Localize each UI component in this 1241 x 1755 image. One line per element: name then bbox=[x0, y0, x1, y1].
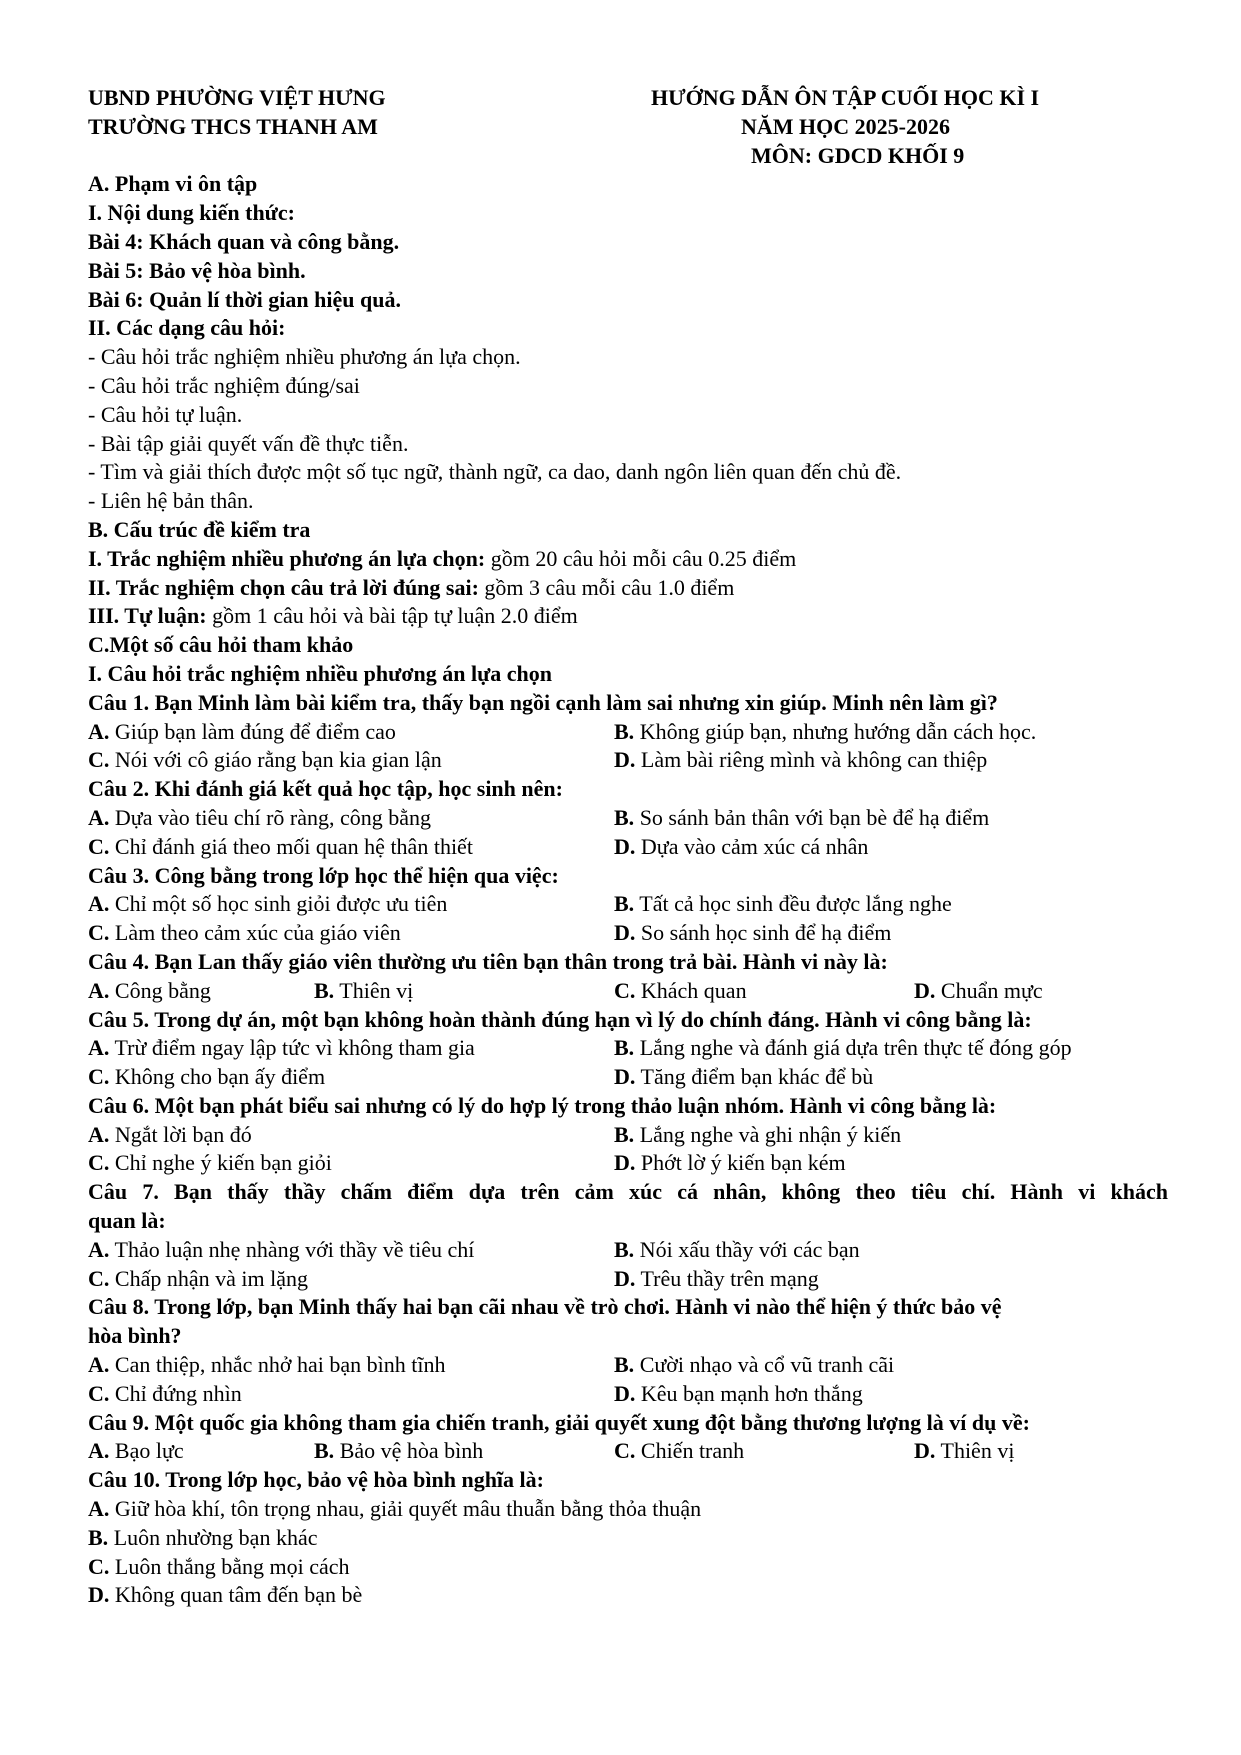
options-row bbox=[88, 718, 1168, 747]
ward-name: UBND PHƯỜNG VIỆT HƯNG bbox=[88, 85, 386, 110]
lesson-item: Bài 5: Bảo vệ hòa bình. bbox=[88, 257, 306, 283]
option-b: B. Cười nhạo và cổ vũ tranh cãi bbox=[614, 1352, 895, 1378]
option-d: D. Không quan tâm đến bạn bè bbox=[88, 1582, 363, 1608]
question-8: Câu 8. Trong lớp, bạn Minh thấy hai bạn cãi nhau về trò chơi. Hành vi nào thể hiện ý thức bảo vệ bbox=[88, 1294, 1002, 1320]
structure-part bbox=[88, 545, 1168, 574]
option-b: B. Tất cả học sinh đều được lắng nghe bbox=[614, 891, 952, 917]
options-row bbox=[88, 1063, 1168, 1092]
lesson-item: Bài 4: Khách quan và công bằng. bbox=[88, 228, 400, 254]
question-1: Câu 1. Bạn Minh làm bài kiểm tra, thấy bạn ngồi cạnh làm sai nhưng xin giúp. Minh nên làm gì? bbox=[88, 689, 998, 715]
option-c: C. Chiến tranh bbox=[614, 1438, 745, 1464]
option-d: D. Dựa vào cảm xúc cá nhân bbox=[614, 833, 869, 859]
structure-part bbox=[88, 574, 1168, 603]
structure-part-text: gồm 20 câu hỏi mỗi câu 0.25 điểm bbox=[485, 545, 797, 571]
question-type-item: - Câu hỏi tự luận. bbox=[88, 401, 243, 427]
option-c: C. Chỉ đánh giá theo mối quan hệ thân thiết bbox=[88, 833, 473, 859]
structure-part-text: gồm 3 câu mỗi câu 1.0 điểm bbox=[478, 574, 735, 600]
structure-part bbox=[88, 602, 1168, 631]
option-b: B. Luôn nhường bạn khác bbox=[88, 1524, 318, 1550]
option-a: A. Giúp bạn làm đúng để điểm cao bbox=[88, 718, 396, 744]
document-header bbox=[88, 84, 1168, 170]
question-2: Câu 2. Khi đánh giá kết quả học tập, học sinh nên: bbox=[88, 776, 563, 802]
options-row bbox=[88, 890, 1168, 919]
doc-title: HƯỚNG DẪN ÔN TẬP CUỐI HỌC KÌ I bbox=[651, 85, 1040, 110]
option-c: C. Không cho bạn ấy điểm bbox=[88, 1064, 326, 1090]
question-6: Câu 6. Một bạn phát biểu sai nhưng có lý do hợp lý trong thảo luận nhóm. Hành vi công bằng là: bbox=[88, 1092, 997, 1118]
option-c: C. Chỉ đứng nhìn bbox=[88, 1380, 242, 1406]
option-b: B. Lắng nghe và đánh giá dựa trên thực tế đóng góp bbox=[614, 1035, 1072, 1061]
option-b: B. Bảo vệ hòa bình bbox=[314, 1438, 484, 1464]
option-d: D. So sánh học sinh để hạ điểm bbox=[614, 920, 892, 946]
option-c: C. Chỉ nghe ý kiến bạn giỏi bbox=[88, 1150, 332, 1176]
school-name: TRƯỜNG THCS THANH AM bbox=[88, 113, 378, 139]
option-a: A. Chỉ một số học sinh giỏi được ưu tiên bbox=[88, 891, 448, 917]
option-d: D. Trêu thầy trên mạng bbox=[614, 1265, 819, 1291]
option-a: A. Giữ hòa khí, tôn trọng nhau, giải quyết mâu thuẫn bằng thỏa thuận bbox=[88, 1496, 702, 1522]
question-type-item: - Bài tập giải quyết vấn đề thực tiễn. bbox=[88, 430, 409, 456]
option-b: B. Nói xấu thầy với các bạn bbox=[614, 1236, 860, 1262]
option-c: C. Chấp nhận và im lặng bbox=[88, 1265, 308, 1291]
option-b: B. Không giúp bạn, nhưng hướng dẫn cách học. bbox=[614, 718, 1037, 744]
option-d: D. Làm bài riêng mình và không can thiệp bbox=[614, 747, 988, 773]
option-a: A. Dựa vào tiêu chí rõ ràng, công bằng bbox=[88, 804, 432, 830]
structure-part-label: I. Trắc nghiệm nhiều phương án lựa chọn: bbox=[88, 545, 486, 571]
option-a: A. Ngắt lời bạn đó bbox=[88, 1121, 252, 1147]
question-type-item: - Câu hỏi trắc nghiệm đúng/sai bbox=[88, 372, 360, 398]
school-year: NĂM HỌC 2025-2026 bbox=[741, 113, 950, 139]
options-row bbox=[88, 1236, 1168, 1265]
option-d: D. Kêu bạn mạnh hơn thắng bbox=[614, 1380, 863, 1406]
options-row bbox=[88, 833, 1168, 862]
subject: MÔN: GDCD KHỐI 9 bbox=[751, 142, 965, 168]
section-a-title: A. Phạm vi ôn tập bbox=[88, 171, 258, 197]
question-types-heading: II. Các dạng câu hỏi: bbox=[88, 315, 286, 341]
question-3: Câu 3. Công bằng trong lớp học thể hiện qua việc: bbox=[88, 862, 559, 888]
option-c: C. Nói với cô giáo rằng bạn kia gian lận bbox=[88, 747, 442, 773]
options-row bbox=[88, 1149, 1168, 1178]
option-d: D. Phớt lờ ý kiến bạn kém bbox=[614, 1150, 846, 1176]
option-b: B. Thiên vị bbox=[314, 977, 414, 1003]
options-row bbox=[88, 977, 1168, 1006]
option-b: B. So sánh bản thân với bạn bè để hạ điểm bbox=[614, 804, 990, 830]
question-4: Câu 4. Bạn Lan thấy giáo viên thường ưu tiên bạn thân trong trả bài. Hành vi này là: bbox=[88, 948, 888, 974]
question-5: Câu 5. Trong dự án, một bạn không hoàn thành đúng hạn vì lý do chính đáng. Hành vi công bằng là: bbox=[88, 1006, 1032, 1032]
option-a: A. Thảo luận nhẹ nhàng với thầy về tiêu chí bbox=[88, 1236, 475, 1262]
options-row bbox=[88, 919, 1168, 948]
options-row bbox=[88, 1265, 1168, 1294]
question-type-item: - Liên hệ bản thân. bbox=[88, 488, 254, 514]
structure-part-label: II. Trắc nghiệm chọn câu trả lời đúng sai: bbox=[88, 574, 479, 600]
structure-part-label: III. Tự luận: bbox=[88, 603, 207, 629]
option-d: D. Chuẩn mực bbox=[914, 977, 1043, 1003]
option-c: C. Luôn thắng bằng mọi cách bbox=[88, 1553, 350, 1579]
question-type-item: - Tìm và giải thích được một số tục ngữ, thành ngữ, ca dao, danh ngôn liên quan đến chủ đề. bbox=[88, 459, 902, 485]
option-a: A. Công bằng bbox=[88, 977, 211, 1003]
question-10: Câu 10. Trong lớp học, bảo vệ hòa bình nghĩa là: bbox=[88, 1467, 544, 1493]
lesson-item: Bài 6: Quản lí thời gian hiệu quả. bbox=[88, 286, 401, 312]
knowledge-heading: I. Nội dung kiến thức: bbox=[88, 200, 295, 226]
option-d: D. Thiên vị bbox=[914, 1438, 1015, 1464]
option-c: C. Làm theo cảm xúc của giáo viên bbox=[88, 920, 401, 946]
options-row bbox=[88, 804, 1168, 833]
options-row bbox=[88, 1034, 1168, 1063]
section-b-title: B. Cấu trúc đề kiểm tra bbox=[88, 516, 311, 542]
structure-part-text: gồm 1 câu hỏi và bài tập tự luận 2.0 điểm bbox=[206, 603, 578, 629]
option-a: A. Trừ điểm ngay lập tức vì không tham gia bbox=[88, 1035, 475, 1061]
section-c-title: C.Một số câu hỏi tham khảo bbox=[88, 632, 354, 658]
document-page bbox=[88, 84, 1168, 1610]
question-8-cont: hòa bình? bbox=[88, 1323, 182, 1349]
options-row bbox=[88, 1351, 1168, 1380]
question-7: Câu 7. Bạn thấy thầy chấm điểm dựa trên cảm xúc cá nhân, không theo tiêu chí. Hành vi khách bbox=[88, 1179, 1168, 1205]
option-d: D. Tăng điểm bạn khác để bù bbox=[614, 1064, 874, 1090]
question-type-item: - Câu hỏi trắc nghiệm nhiều phương án lựa chọn. bbox=[88, 344, 521, 370]
options-row bbox=[88, 1380, 1168, 1409]
option-a: A. Bạo lực bbox=[88, 1438, 184, 1464]
header-right bbox=[651, 84, 1091, 170]
option-c: C. Khách quan bbox=[614, 977, 747, 1003]
option-a: A. Can thiệp, nhắc nhở hai bạn bình tĩnh bbox=[88, 1352, 446, 1378]
question-9: Câu 9. Một quốc gia không tham gia chiến tranh, giải quyết xung đột bằng thương lượng là ví dụ về: bbox=[88, 1409, 1030, 1435]
question-7-cont: quan là: bbox=[88, 1208, 166, 1234]
option-b: B. Lắng nghe và ghi nhận ý kiến bbox=[614, 1121, 902, 1147]
mcq-heading: I. Câu hỏi trắc nghiệm nhiều phương án lựa chọn bbox=[88, 660, 553, 686]
header-left bbox=[88, 84, 386, 142]
options-row bbox=[88, 1121, 1168, 1150]
options-row bbox=[88, 1437, 1168, 1466]
options-row bbox=[88, 746, 1168, 775]
